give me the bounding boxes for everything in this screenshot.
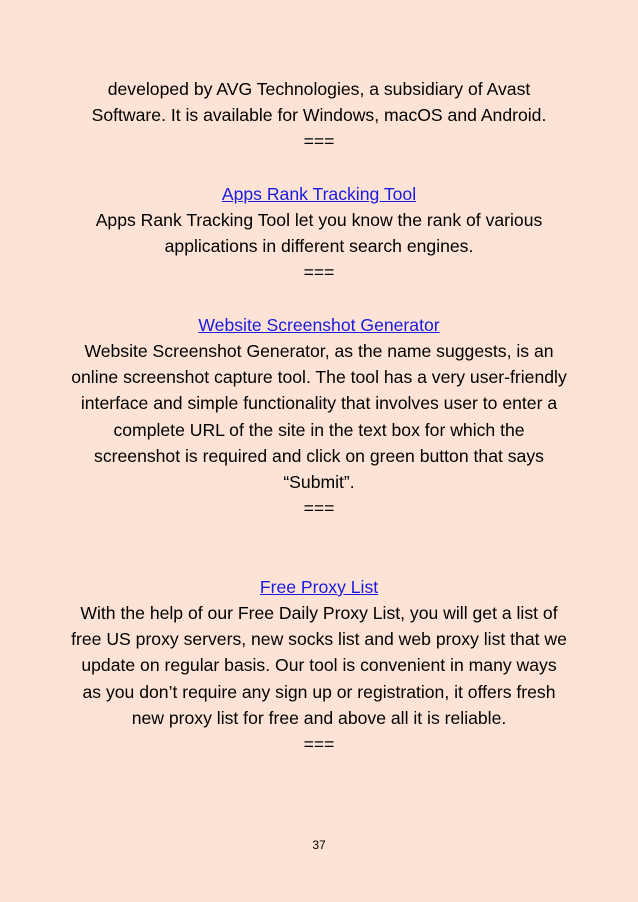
section-separator: === bbox=[303, 734, 335, 755]
free-proxy-list-link[interactable]: Free Proxy List bbox=[259, 576, 379, 597]
spacer bbox=[70, 521, 568, 573]
section-website-screenshot-generator bbox=[70, 312, 568, 522]
website-screenshot-generator-link[interactable]: Website Screenshot Generator bbox=[198, 314, 440, 335]
apps-rank-tracking-tool-description: Apps Rank Tracking Tool let you know the rank of various applications in different search engines. bbox=[95, 210, 543, 257]
free-proxy-list-description: With the help of our Free Daily Proxy List, you will get a list of free US proxy servers, new socks list and web proxy list that we update on regular basis. Our tool is convenient in many ways as you don’t require any sign up or registration, it offers fresh new proxy list for free and above all it is reliable. bbox=[71, 603, 567, 728]
section-free-proxy-list bbox=[70, 574, 568, 757]
intro-section bbox=[70, 76, 568, 155]
section-separator: === bbox=[303, 131, 335, 152]
intro-paragraph: developed by AVG Technologies, a subsidiary of Avast Software. It is available for Windows, macOS and Android. bbox=[91, 79, 547, 126]
page-number: 37 bbox=[312, 838, 326, 852]
section-separator: === bbox=[303, 498, 335, 519]
section-apps-rank-tracking-tool bbox=[70, 181, 568, 286]
section-separator: === bbox=[303, 262, 335, 283]
website-screenshot-generator-description: Website Screenshot Generator, as the name suggests, is an online screenshot capture tool. The tool has a very user-friendly interface and simple functionality that involves user to enter a complete URL of the site in the text box for which the screenshot is required and click on green button that says “Submit”. bbox=[71, 341, 567, 493]
apps-rank-tracking-tool-link[interactable]: Apps Rank Tracking Tool bbox=[221, 183, 417, 204]
spacer bbox=[70, 155, 568, 181]
spacer bbox=[70, 286, 568, 312]
page-content bbox=[70, 76, 568, 757]
